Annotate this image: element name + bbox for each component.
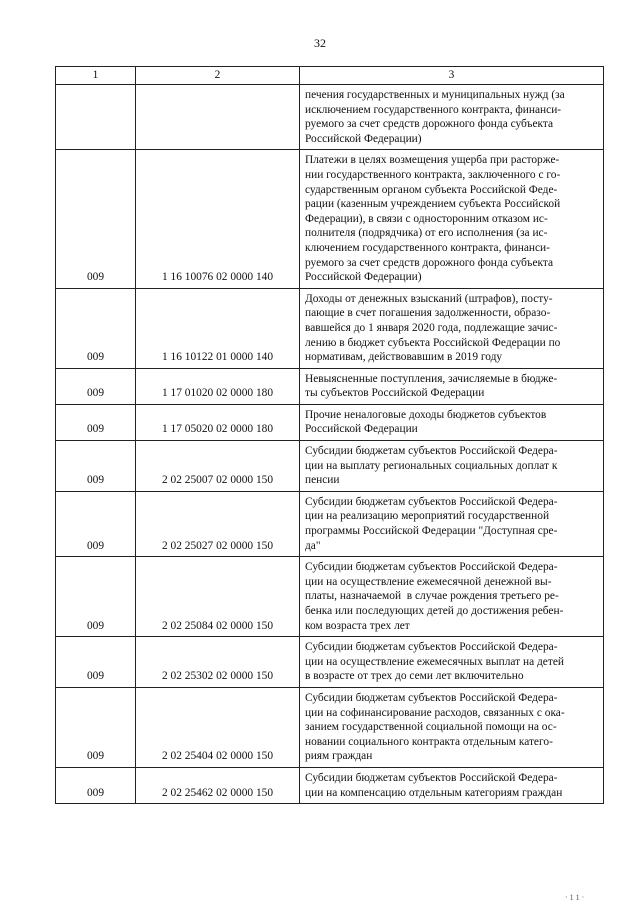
description-line: новании социального контракта отдельным катего- <box>305 735 553 748</box>
description-line: платы, назначаемой в случае рождения третьего ре- <box>305 590 559 603</box>
admin-code-cell: 009 <box>56 637 136 688</box>
description-line: да" <box>305 539 321 552</box>
description-line: Платежи в целях возмещения ущерба при расторже- <box>305 154 560 167</box>
table-row <box>56 150 604 288</box>
description-line: исключением государственного контракта, финанси- <box>305 103 562 116</box>
description-line: печения государственных и муниципальных нужд (за <box>305 89 565 101</box>
description-line: Субсидии бюджетам субъектов Российской Федера- <box>305 495 558 508</box>
admin-code-cell: 009 <box>56 441 136 492</box>
table-row <box>56 557 604 637</box>
description-line: вавшейся до 1 января 2020 года, подлежащие зачис- <box>305 321 558 334</box>
description-cell <box>300 767 604 803</box>
admin-code-cell: 009 <box>56 767 136 803</box>
header-column-2: 2 <box>136 67 300 85</box>
revenue-codes-table <box>55 66 604 804</box>
description-line: Российской Федерации) <box>305 271 422 284</box>
description-line: ции на софинансирование расходов, связанных с ока- <box>305 706 565 719</box>
description-line: Доходы от денежных взысканий (штрафов), посту- <box>305 292 553 305</box>
header-column-1: 1 <box>56 67 136 85</box>
description-line: пенсии <box>305 474 340 487</box>
footer-mark: · 1 1 · <box>565 893 585 902</box>
description-line: ции на компенсацию отдельным категориям граждан <box>305 786 563 799</box>
table-row <box>56 85 604 150</box>
description-cell <box>300 85 604 150</box>
description-cell <box>300 491 604 556</box>
description-line: ции на выплату региональных социальных доплат к <box>305 459 558 472</box>
admin-code-cell: 009 <box>56 288 136 368</box>
admin-code-cell: 009 <box>56 491 136 556</box>
description-line: нормативам, действовавшим в 2019 году <box>305 351 503 364</box>
description-line: руемого за счет средств дорожного фонда субъекта <box>305 118 554 131</box>
revenue-code-cell: 2 02 25007 02 0000 150 <box>136 441 300 492</box>
description-cell <box>300 441 604 492</box>
description-line: полнителя (подрядчика) от его исполнения (за ис- <box>305 227 548 240</box>
revenue-code-cell: 1 16 10122 01 0000 140 <box>136 288 300 368</box>
description-cell <box>300 687 604 767</box>
table-row <box>56 637 604 688</box>
description-line: лению в бюджет субъекта Российской Федерации по <box>305 336 561 349</box>
table-row <box>56 288 604 368</box>
description-line: нии государственного контракта, заключенного с го- <box>305 168 561 181</box>
description-line: ции на осуществление ежемесячной денежной вы- <box>305 575 552 588</box>
description-line: ты субъектов Российской Федерации <box>305 387 485 400</box>
header-column-3: 3 <box>300 67 604 85</box>
description-line: пающие в счет погашения задолженности, образо- <box>305 307 551 320</box>
table-header-row <box>56 67 604 85</box>
revenue-code-cell <box>136 85 300 150</box>
table-row <box>56 368 604 404</box>
admin-code-cell: 009 <box>56 368 136 404</box>
admin-code-cell <box>56 85 136 150</box>
description-line: Невыясненные поступления, зачисляемые в бюдже- <box>305 372 558 385</box>
table-row <box>56 404 604 440</box>
description-line: в возрасте от трех до семи лет включительно <box>305 670 524 683</box>
revenue-code-cell: 2 02 25302 02 0000 150 <box>136 637 300 688</box>
description-line: Субсидии бюджетам субъектов Российской Федера- <box>305 445 558 458</box>
revenue-code-cell: 2 02 25404 02 0000 150 <box>136 687 300 767</box>
description-line: Субсидии бюджетам субъектов Российской Федера- <box>305 641 558 654</box>
description-line: ции на реализацию мероприятий государственной <box>305 510 550 523</box>
description-line: ком возраста трех лет <box>305 619 410 632</box>
table-row <box>56 687 604 767</box>
revenue-code-cell: 1 16 10076 02 0000 140 <box>136 150 300 288</box>
description-line: Федерации), в связи с односторонним отказом ис- <box>305 212 548 225</box>
table-body <box>56 85 604 804</box>
admin-code-cell: 009 <box>56 150 136 288</box>
description-line: сударственным органом субъекта Российской Феде- <box>305 183 558 196</box>
description-cell <box>300 288 604 368</box>
description-line: руемого за счет средств дорожного фонда субъекта <box>305 256 554 269</box>
description-line: бенка или последующих детей до достижения ребен- <box>305 605 564 617</box>
description-cell <box>300 404 604 440</box>
description-line: ции на осуществление ежемесячных выплат на детей <box>305 655 564 668</box>
revenue-code-cell: 2 02 25084 02 0000 150 <box>136 557 300 637</box>
description-cell <box>300 557 604 637</box>
description-cell <box>300 637 604 688</box>
table-row <box>56 441 604 492</box>
revenue-code-cell: 2 02 25027 02 0000 150 <box>136 491 300 556</box>
description-cell <box>300 368 604 404</box>
description-line: рации (казенным учреждением субъекта Российской <box>305 198 561 211</box>
description-line: занием государственной социальной помощи на ос- <box>305 721 557 734</box>
description-line: ключением государственного контракта, финанси- <box>305 241 550 254</box>
description-line: Субсидии бюджетам субъектов Российской Федера- <box>305 691 558 704</box>
table-row <box>56 767 604 803</box>
description-line: программы Российской Федерации "Доступная сре- <box>305 525 558 538</box>
revenue-code-cell: 1 17 05020 02 0000 180 <box>136 404 300 440</box>
table-row <box>56 491 604 556</box>
page-number: 32 <box>314 36 326 50</box>
description-line: Прочие неналоговые доходы бюджетов субъектов <box>305 408 547 421</box>
description-line: Российской Федерации) <box>305 132 422 145</box>
admin-code-cell: 009 <box>56 557 136 637</box>
description-line: Субсидии бюджетам субъектов Российской Федера- <box>305 561 558 574</box>
description-cell <box>300 150 604 288</box>
description-line: Субсидии бюджетам субъектов Российской Федера- <box>305 771 558 784</box>
admin-code-cell: 009 <box>56 687 136 767</box>
description-line: Российской Федерации <box>305 423 418 436</box>
admin-code-cell: 009 <box>56 404 136 440</box>
description-line: риям граждан <box>305 750 373 763</box>
revenue-code-cell: 2 02 25462 02 0000 150 <box>136 767 300 803</box>
revenue-code-cell: 1 17 01020 02 0000 180 <box>136 368 300 404</box>
